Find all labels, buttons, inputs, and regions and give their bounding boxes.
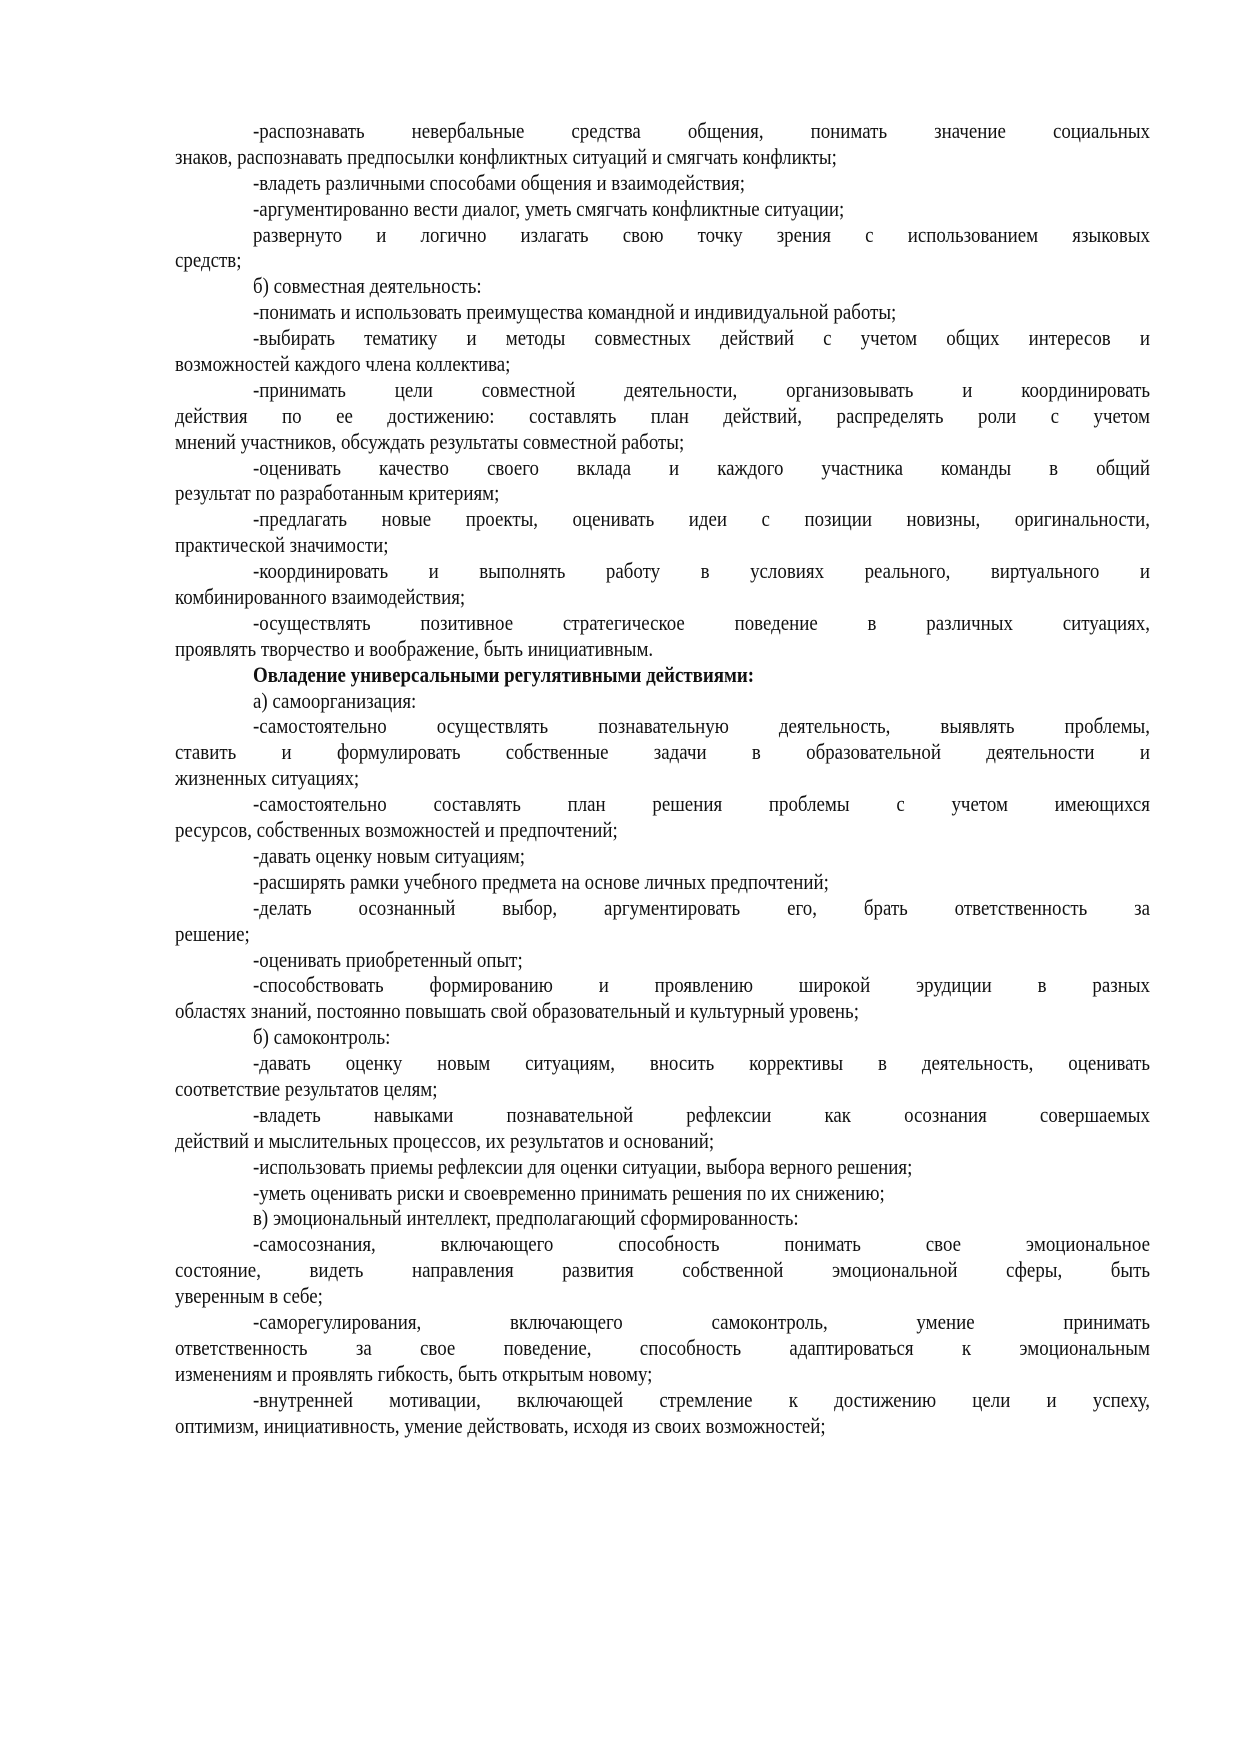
line-text: -осуществлять позитивное стратегическое поведение в различных ситуациях, [253, 609, 1150, 635]
line-text: -владеть навыками познавательной рефлексии как осознания совершаемых [253, 1101, 1150, 1127]
line-text: -расширять рамки учебного предмета на основе личных предпочтений; [253, 868, 829, 894]
text-line [175, 377, 1150, 403]
text-line [175, 636, 1150, 662]
subsection-label [175, 273, 1150, 299]
text-line [175, 843, 1150, 869]
text-line [175, 972, 1150, 998]
subsection-label [175, 1205, 1150, 1231]
paragraph [175, 1231, 1150, 1309]
line-text: -давать оценку новым ситуациям, вносить коррективы в деятельность, оценивать [253, 1050, 1150, 1076]
paragraph [175, 869, 1150, 895]
line-text: -оценивать качество своего вклада и каждого участника команды в общий [253, 454, 1150, 480]
text-line [175, 480, 1150, 506]
paragraph [175, 222, 1150, 274]
line-text: -понимать и использовать преимущества командной и индивидуальной работы; [253, 299, 897, 325]
paragraph [175, 377, 1150, 455]
line-text: средств; [175, 247, 242, 273]
paragraph [175, 299, 1150, 325]
line-text: развернуто и логично излагать свою точку зрения с использованием языковых [253, 221, 1150, 247]
paragraph [175, 1180, 1150, 1206]
line-text: -выбирать тематику и методы совместных действий с учетом общих интересов и [253, 325, 1150, 351]
line-text: ответственность за свое поведение, способность адаптироваться к эмоциональным [175, 1334, 1150, 1360]
line-text: в) эмоциональный интеллект, предполагающий сформированность: [253, 1205, 799, 1231]
line-text: изменениям и проявлять гибкость, быть открытым новому; [175, 1360, 653, 1386]
text-line [175, 1076, 1150, 1102]
text-line [175, 1231, 1150, 1257]
text-line [175, 610, 1150, 636]
line-text: действий и мыслительных процессов, их результатов и оснований; [175, 1127, 715, 1153]
text-line [175, 998, 1150, 1024]
paragraph [175, 455, 1150, 507]
paragraph [175, 972, 1150, 1024]
text-line [175, 1205, 1150, 1231]
text-line [175, 506, 1150, 532]
line-text: -оценивать приобретенный опыт; [253, 946, 523, 972]
text-line [175, 1335, 1150, 1361]
line-text: -самостоятельно осуществлять познавательную деятельность, выявлять проблемы, [253, 713, 1150, 739]
paragraph [175, 325, 1150, 377]
line-text: состояние, видеть направления развития собственной эмоциональной сферы, быть [175, 1257, 1150, 1283]
line-text: результат по разработанным критериям; [175, 480, 500, 506]
text-line [175, 1361, 1150, 1387]
line-text: -аргументированно вести диалог, уметь смягчать конфликтные ситуации; [253, 195, 845, 221]
text-line [175, 118, 1150, 144]
text-line [175, 403, 1150, 429]
text-line [175, 662, 1150, 688]
line-text: ресурсов, собственных возможностей и предпочтений; [175, 817, 618, 843]
text-line [175, 170, 1150, 196]
line-text: -координировать и выполнять работу в условиях реального, виртуального и [253, 558, 1150, 584]
text-line [175, 895, 1150, 921]
paragraph [175, 506, 1150, 558]
text-line [175, 817, 1150, 843]
text-line [175, 144, 1150, 170]
line-text: -использовать приемы рефлексии для оценки ситуации, выбора верного решения; [253, 1153, 913, 1179]
paragraph [175, 558, 1150, 610]
line-text: Овладение универсальными регулятивными действиями: [253, 661, 755, 687]
subsection-label [175, 688, 1150, 714]
line-text: проявлять творчество и воображение, быть инициативным. [175, 635, 654, 661]
subsection-label [175, 1024, 1150, 1050]
text-line [175, 1024, 1150, 1050]
line-text: знаков, распознавать предпосылки конфликтных ситуаций и смягчать конфликты; [175, 143, 837, 169]
line-text: -принимать цели совместной деятельности, организовывать и координировать [253, 376, 1150, 402]
line-text: возможностей каждого члена коллектива; [175, 351, 511, 377]
document-body [175, 118, 1150, 1438]
line-text: -самосознания, включающего способность понимать свое эмоциональное [253, 1231, 1150, 1257]
line-text: -предлагать новые проекты, оценивать идеи с позиции новизны, оригинальности, [253, 506, 1150, 532]
text-line [175, 325, 1150, 351]
line-text: решение; [175, 920, 250, 946]
paragraph [175, 1050, 1150, 1102]
text-line [175, 455, 1150, 481]
text-line [175, 532, 1150, 558]
paragraph [175, 1102, 1150, 1154]
line-text: мнений участников, обсуждать результаты совместной работы; [175, 428, 685, 454]
text-line [175, 1387, 1150, 1413]
line-text: -самостоятельно составлять план решения проблемы с учетом имеющихся [253, 791, 1150, 817]
line-text: -делать осознанный выбор, аргументировать его, брать ответственность за [253, 894, 1150, 920]
line-text: соответствие результатов целям; [175, 1075, 438, 1101]
text-line [175, 196, 1150, 222]
text-line [175, 273, 1150, 299]
text-line [175, 1309, 1150, 1335]
line-text: а) самоорганизация: [253, 687, 417, 713]
paragraph [175, 895, 1150, 947]
text-line [175, 558, 1150, 584]
text-line [175, 1128, 1150, 1154]
text-line [175, 1154, 1150, 1180]
paragraph [175, 610, 1150, 662]
paragraph [175, 713, 1150, 791]
line-text: жизненных ситуациях; [175, 765, 360, 791]
text-line [175, 1102, 1150, 1128]
text-line [175, 247, 1150, 273]
text-line [175, 947, 1150, 973]
text-line [175, 584, 1150, 610]
paragraph [175, 1309, 1150, 1387]
text-line [175, 351, 1150, 377]
text-line [175, 1180, 1150, 1206]
line-text: -давать оценку новым ситуациям; [253, 842, 526, 868]
text-line [175, 1257, 1150, 1283]
text-line [175, 791, 1150, 817]
line-text: -уметь оценивать риски и своевременно принимать решения по их снижению; [253, 1179, 885, 1205]
line-text: б) совместная деятельность: [253, 273, 482, 299]
line-text: ставить и формулировать собственные задачи в образовательной деятельности и [175, 739, 1150, 765]
line-text: б) самоконтроль: [253, 1024, 391, 1050]
text-line [175, 1283, 1150, 1309]
line-text: -способствовать формированию и проявлению широкой эрудиции в разных [253, 972, 1150, 998]
line-text: -распознавать невербальные средства общения, понимать значение социальных [253, 118, 1150, 143]
text-line [175, 1413, 1150, 1439]
text-line [175, 713, 1150, 739]
line-text: действия по ее достижению: составлять план действий, распределять роли с учетом [175, 402, 1150, 428]
line-text: комбинированного взаимодействия; [175, 584, 466, 610]
paragraph [175, 843, 1150, 869]
line-text: оптимизм, инициативность, умение действовать, исходя из своих возможностей; [175, 1412, 826, 1438]
line-text: уверенным в себе; [175, 1283, 323, 1309]
line-text: -саморегулирования, включающего самоконтроль, умение принимать [253, 1308, 1150, 1334]
line-text: -внутренней мотивации, включающей стремление к достижению цели и успеху, [253, 1386, 1150, 1412]
paragraph [175, 196, 1150, 222]
line-text: областях знаний, постоянно повышать свой образовательный и культурный уровень; [175, 998, 859, 1024]
text-line [175, 688, 1150, 714]
text-line [175, 869, 1150, 895]
paragraph [175, 118, 1150, 170]
text-line [175, 1050, 1150, 1076]
paragraph [175, 947, 1150, 973]
line-text: -владеть различными способами общения и взаимодействия; [253, 169, 745, 195]
paragraph [175, 791, 1150, 843]
text-line [175, 299, 1150, 325]
text-line [175, 739, 1150, 765]
text-line [175, 921, 1150, 947]
paragraph [175, 170, 1150, 196]
text-line [175, 765, 1150, 791]
paragraph [175, 1154, 1150, 1180]
text-line [175, 429, 1150, 455]
text-line [175, 222, 1150, 248]
section-heading [175, 662, 1150, 688]
paragraph [175, 1387, 1150, 1439]
line-text: практической значимости; [175, 532, 389, 558]
